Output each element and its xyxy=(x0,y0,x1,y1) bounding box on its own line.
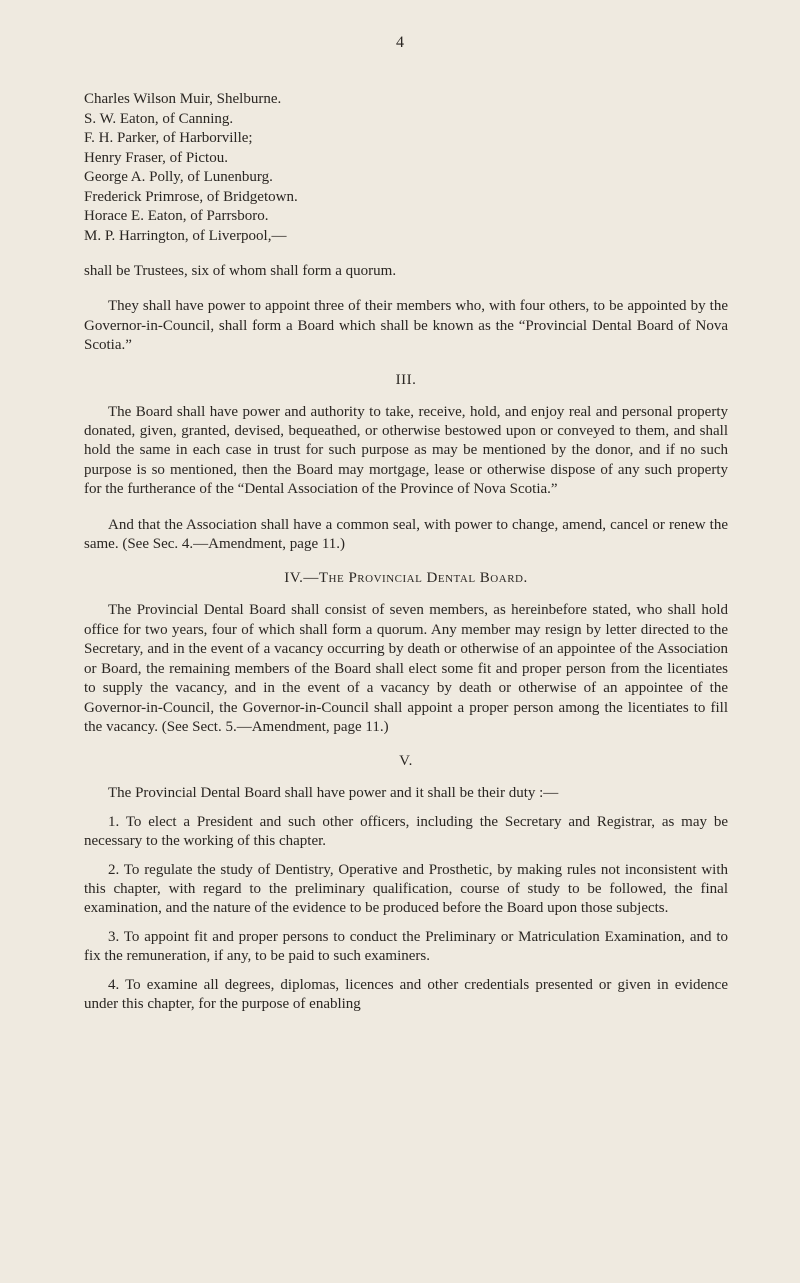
trustee-name: Horace E. Eaton, of Parrsboro. xyxy=(84,208,269,224)
section-heading-iii: III. xyxy=(395,371,417,388)
trustee-list xyxy=(84,90,728,246)
trustee-name: S. W. Eaton, of Canning. xyxy=(84,110,234,127)
board-paragraph: They shall have power to appoint three of their members who, with four others, to be appointed by the Governor-in-Council, shall form a Board which shall be known as the “Provincial Dental Board of Nova Scotia.” xyxy=(84,298,728,354)
section-iii-seal-paragraph: And that the Association shall have a common seal, with power to change, amend, cancel or renew the same. (See Sec. 4.—Amendment, page 11.) xyxy=(84,516,728,553)
trustee-name: Henry Fraser, of Pictou. xyxy=(84,149,228,166)
duty-item: 3. To appoint fit and proper persons to conduct the Preliminary or Matriculation Examination, and to fix the remuneration, if any, to be paid to such examiners. xyxy=(84,928,728,965)
section-heading-iv: IV.—The Provincial Dental Board. xyxy=(284,570,528,587)
trustees-paragraph: shall be Trustees, six of whom shall form a quorum. xyxy=(84,263,397,279)
duty-item: 1. To elect a President and such other officers, including the Secretary and Registrar, as may be necessary to the working of this chapter. xyxy=(84,813,728,850)
duty-item: 2. To regulate the study of Dentistry, Operative and Prosthetic, by making rules not inconsistent with this chapter, with regard to the preliminary qualification, course of study to be followed, the final examination, and the nature of the evidence to be produced before the Board upon those subjects. xyxy=(84,861,728,917)
trustee-name: Frederick Primrose, of Bridgetown. xyxy=(84,188,298,205)
section-v-intro: The Provincial Dental Board shall have power and it shall be their duty :— xyxy=(108,785,559,802)
trustee-name: M. P. Harrington, of Liverpool,— xyxy=(84,227,287,244)
trustee-name: George A. Polly, of Lunenburg. xyxy=(84,169,273,185)
trustee-name: F. H. Parker, of Harborville; xyxy=(84,130,253,146)
page-number: 4 xyxy=(396,34,404,51)
duty-item: 4. To examine all degrees, diplomas, licences and other credentials presented or given in evidence under this chapter, for the purpose of enabling xyxy=(84,976,728,1012)
section-iii-paragraph: The Board shall have power and authority to take, receive, hold, and enjoy real and personal property donated, given, granted, devised, bequeathed, or otherwise bestowed upon or conveyed to them, and shall hold the same in each case in trust for such purpose as may be mentioned by the donor, and if no such purpose is so mentioned, then the Board may mortgage, lease or otherwise dispose of any such property for the furtherance of the “Dental Association of the Province of Nova Scotia.” xyxy=(84,403,728,498)
trustee-name: Charles Wilson Muir, Shelburne. xyxy=(84,91,282,107)
section-iv-paragraph: The Provincial Dental Board shall consist of seven members, as hereinbefore stated, who shall hold office for two years, four of which shall form a quorum. Any member may resign by letter directed to the Secretary, and in the event of a vacancy occurring by death or otherwise of an appointee of the Association or Board, the remaining members of the Board shall elect some fit and proper person from the licentiates to supply the vacancy, and in the event of a vacancy by death or otherwise of an appointee of the Governor-in-Council, the Governor-in-Council shall appoint a proper person among the licentiates to fill the vacancy. (See Sect. 5.—Amendment, page 11.) xyxy=(84,602,728,735)
section-heading-v: V. xyxy=(399,753,413,770)
